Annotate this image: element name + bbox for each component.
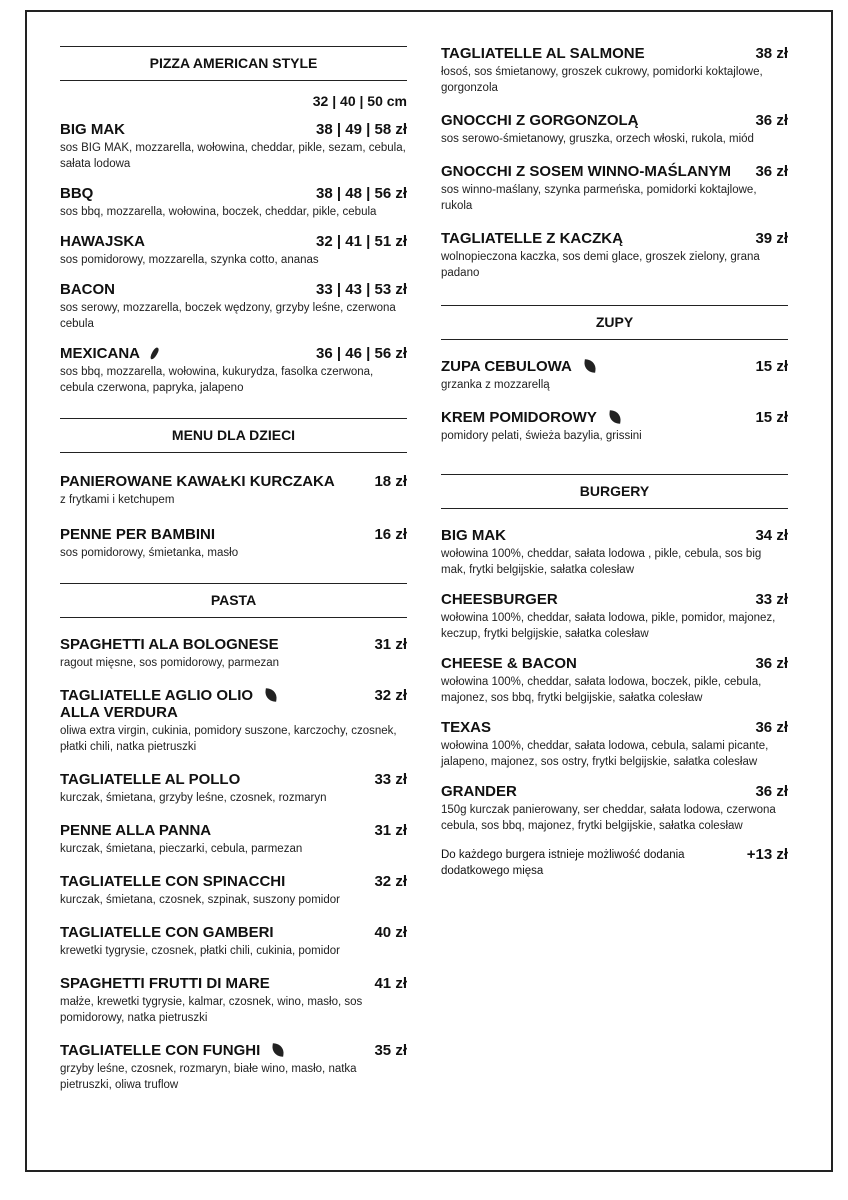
item-description: wołowina 100%, cheddar, sałata lodowa , pikle, cebula, sos big mak, frytki belgijskie, sałatka colesław: [441, 548, 762, 576]
item-price: 32 | 41 | 51 zł: [316, 233, 407, 250]
menu-item: [60, 185, 407, 220]
menu-item: [60, 1042, 407, 1093]
item-description: pomidory pelati, świeża bazylia, grissini: [441, 430, 642, 442]
item-description: oliwa extra virgin, cukinia, pomidory suszone, karczochy, czosnek, płatki chili, natka pietruszki: [60, 725, 397, 753]
item-name: CHEESBURGER: [441, 591, 558, 608]
section-title-soups: ZUPY: [441, 305, 788, 340]
item-description: sos pomidorowy, śmietanka, masło: [60, 547, 239, 559]
item-name: CHEESE & BACON: [441, 655, 577, 672]
menu-item: [60, 473, 407, 508]
item-price: 15 zł: [755, 409, 788, 426]
menu-item: [441, 163, 788, 214]
menu-item: [60, 121, 407, 172]
menu-item: [60, 281, 407, 332]
item-description: wołowina 100%, cheddar, sałata lodowa, cebula, salami picante, jalapeno, majonez, sos ostry, frytki belgijskie, sałatka colesław: [441, 740, 769, 768]
item-description: małże, krewetki tygrysie, kalmar, czosnek, wino, masło, sos pomidorowy, natka pietruszki: [60, 996, 363, 1024]
item-name: TAGLIATELLE AL SALMONE: [441, 45, 645, 62]
item-price: 31 zł: [374, 822, 407, 839]
item-description: z frytkami i ketchupem: [60, 494, 175, 506]
item-name-line1: TAGLIATELLE AGLIO OLIO: [60, 687, 254, 704]
menu-item: [60, 636, 407, 671]
item-name: TAGLIATELLE CON SPINACCHI: [60, 873, 286, 890]
menu-item: [60, 771, 407, 806]
menu-item: [441, 409, 788, 444]
item-name: TAGLIATELLE CON FUNGHI: [60, 1042, 261, 1059]
item-price: 36 zł: [755, 655, 788, 672]
item-description: kurczak, śmietana, czosnek, szpinak, suszony pomidor: [60, 894, 340, 906]
menu-item: [441, 591, 788, 642]
item-name: BIG MAK: [441, 527, 506, 544]
menu-item: [60, 924, 407, 959]
item-price: 36 zł: [755, 719, 788, 736]
leaf-icon: [583, 359, 597, 373]
item-name: PENNE PER BAMBINI: [60, 526, 216, 543]
menu-item: [441, 655, 788, 706]
item-description: wolnopieczona kaczka, sos demi glace, groszek zielony, grana padano: [441, 251, 760, 279]
item-price: 32 zł: [374, 873, 407, 890]
item-description: grzyby leśne, czosnek, rozmaryn, białe wino, masło, natka pietruszki, oliwa truflow: [60, 1063, 357, 1091]
item-price: 16 zł: [374, 526, 407, 543]
note-text: Do każdego burgera istnieje możliwość dodania dodatkowego mięsa: [441, 849, 685, 877]
item-description: sos pomidorowy, mozzarella, szynka cotto, ananas: [60, 254, 319, 266]
item-description: ragout mięsne, sos pomidorowy, parmezan: [60, 657, 280, 669]
menu-item: [441, 358, 788, 393]
item-price: 35 zł: [374, 1042, 407, 1059]
item-description: wołowina 100%, cheddar, sałata lodowa, boczek, pikle, cebula, majonez, sos bbq, frytki belgijskie, sałatka colesław: [441, 676, 762, 704]
item-description: sos BIG MAK, mozzarella, wołowina, cheddar, pikle, sezam, cebula, sałata lodowa: [60, 142, 406, 170]
item-name: GNOCCHI Z GORGONZOLĄ: [441, 112, 639, 129]
menu-item: [441, 783, 788, 834]
menu-item: [441, 112, 788, 147]
item-name: TAGLIATELLE Z KACZKĄ: [441, 230, 623, 247]
item-name: BIG MAK: [60, 121, 125, 138]
item-price: 38 | 49 | 58 zł: [316, 121, 407, 138]
item-price: 36 | 46 | 56 zł: [316, 345, 407, 362]
item-description: krewetki tygrysie, czosnek, płatki chili, cukinia, pomidor: [60, 945, 340, 957]
item-name: SPAGHETTI ALA BOLOGNESE: [60, 636, 279, 653]
item-price: 15 zł: [755, 358, 788, 375]
item-name: KREM POMIDOROWY: [441, 409, 597, 426]
left-column: [60, 36, 407, 1106]
menu-item: [60, 233, 407, 268]
note-price: +13 zł: [746, 846, 788, 863]
item-name: PENNE ALLA PANNA: [60, 822, 212, 839]
item-name: ZUPA CEBULOWA: [441, 358, 572, 375]
chili-icon: [149, 347, 160, 361]
pizza-sizes: 32 | 40 | 50 cm: [312, 93, 407, 109]
item-name: PANIEROWANE KAWAŁKI KURCZAKA: [60, 473, 335, 490]
item-description: sos bbq, mozzarella, wołowina, boczek, cheddar, pikle, cebula: [60, 206, 377, 218]
item-price: 32 zł: [374, 687, 407, 704]
menu-item: [441, 527, 788, 578]
item-name-line2: ALLA VERDURA: [60, 704, 178, 721]
item-price: 38 | 48 | 56 zł: [316, 185, 407, 202]
leaf-icon: [264, 688, 278, 702]
item-name: TEXAS: [441, 719, 492, 736]
item-name: HAWAJSKA: [60, 233, 146, 250]
leaf-icon: [271, 1043, 285, 1057]
item-description: sos serowy, mozzarella, boczek wędzony, grzyby leśne, czerwona cebula: [60, 302, 396, 330]
section-title-pizza: PIZZA AMERICAN STYLE: [60, 46, 407, 81]
menu-item: [441, 719, 788, 770]
item-price: 40 zł: [374, 924, 407, 941]
item-name: MEXICANA: [60, 345, 141, 362]
menu-item: [441, 45, 788, 96]
item-name: BBQ: [60, 185, 94, 202]
section-title-burgers: BURGERY: [441, 474, 788, 509]
menu-item: [60, 526, 407, 561]
item-price: 33 | 43 | 53 zł: [316, 281, 407, 298]
item-price: 36 zł: [755, 163, 788, 180]
menu-item: [60, 687, 407, 755]
leaf-icon: [608, 410, 622, 424]
item-price: 36 zł: [755, 112, 788, 129]
item-description: grzanka z mozzarellą: [441, 379, 550, 391]
section-title-kids: MENU DLA DZIECI: [60, 418, 407, 453]
item-name: BACON: [60, 281, 115, 298]
menu-item: [60, 975, 407, 1026]
extra-meat-note: [441, 847, 788, 879]
section-title-pasta: PASTA: [60, 583, 407, 618]
item-price: 31 zł: [374, 636, 407, 653]
menu-item: [60, 345, 407, 396]
item-description: kurczak, śmietana, pieczarki, cebula, parmezan: [60, 843, 303, 855]
right-column: [441, 45, 788, 879]
item-description: 150g kurczak panierowany, ser cheddar, sałata lodowa, czerwona cebula, sos bbq, majonez, frytki belgijskie, sałatka colesław: [441, 804, 776, 832]
item-price: 38 zł: [755, 45, 788, 62]
menu-item: [60, 822, 407, 857]
item-description: wołowina 100%, cheddar, sałata lodowa, pikle, pomidor, majonez, keczup, frytki belgijskie, sałatka colesław: [441, 612, 776, 640]
item-price: 39 zł: [755, 230, 788, 247]
menu-item: [441, 230, 788, 281]
item-name: TAGLIATELLE AL POLLO: [60, 771, 241, 788]
item-name: GNOCCHI Z SOSEM WINNO-MAŚLANYM: [441, 163, 731, 180]
item-price: 33 zł: [374, 771, 407, 788]
item-description: łosoś, sos śmietanowy, groszek cukrowy, pomidorki koktajlowe, gorgonzola: [441, 66, 763, 94]
item-name: GRANDER: [441, 783, 517, 800]
item-description: sos winno-maślany, szynka parmeńska, pomidorki koktajlowe, rukola: [441, 184, 757, 212]
item-name: TAGLIATELLE CON GAMBERI: [60, 924, 274, 941]
item-price: 34 zł: [755, 527, 788, 544]
item-price: 18 zł: [374, 473, 407, 490]
item-description: kurczak, śmietana, grzyby leśne, czosnek, rozmaryn: [60, 792, 327, 804]
menu-item: [60, 873, 407, 908]
item-description: sos serowo-śmietanowy, gruszka, orzech włoski, rukola, miód: [441, 133, 754, 145]
item-price: 36 zł: [755, 783, 788, 800]
item-price: 33 zł: [755, 591, 788, 608]
item-description: sos bbq, mozzarella, wołowina, kukurydza, fasolka czerwona, cebula czerwona, papryka, jalapeno: [60, 366, 374, 394]
item-price: 41 zł: [374, 975, 407, 992]
item-name: SPAGHETTI FRUTTI DI MARE: [60, 975, 270, 992]
